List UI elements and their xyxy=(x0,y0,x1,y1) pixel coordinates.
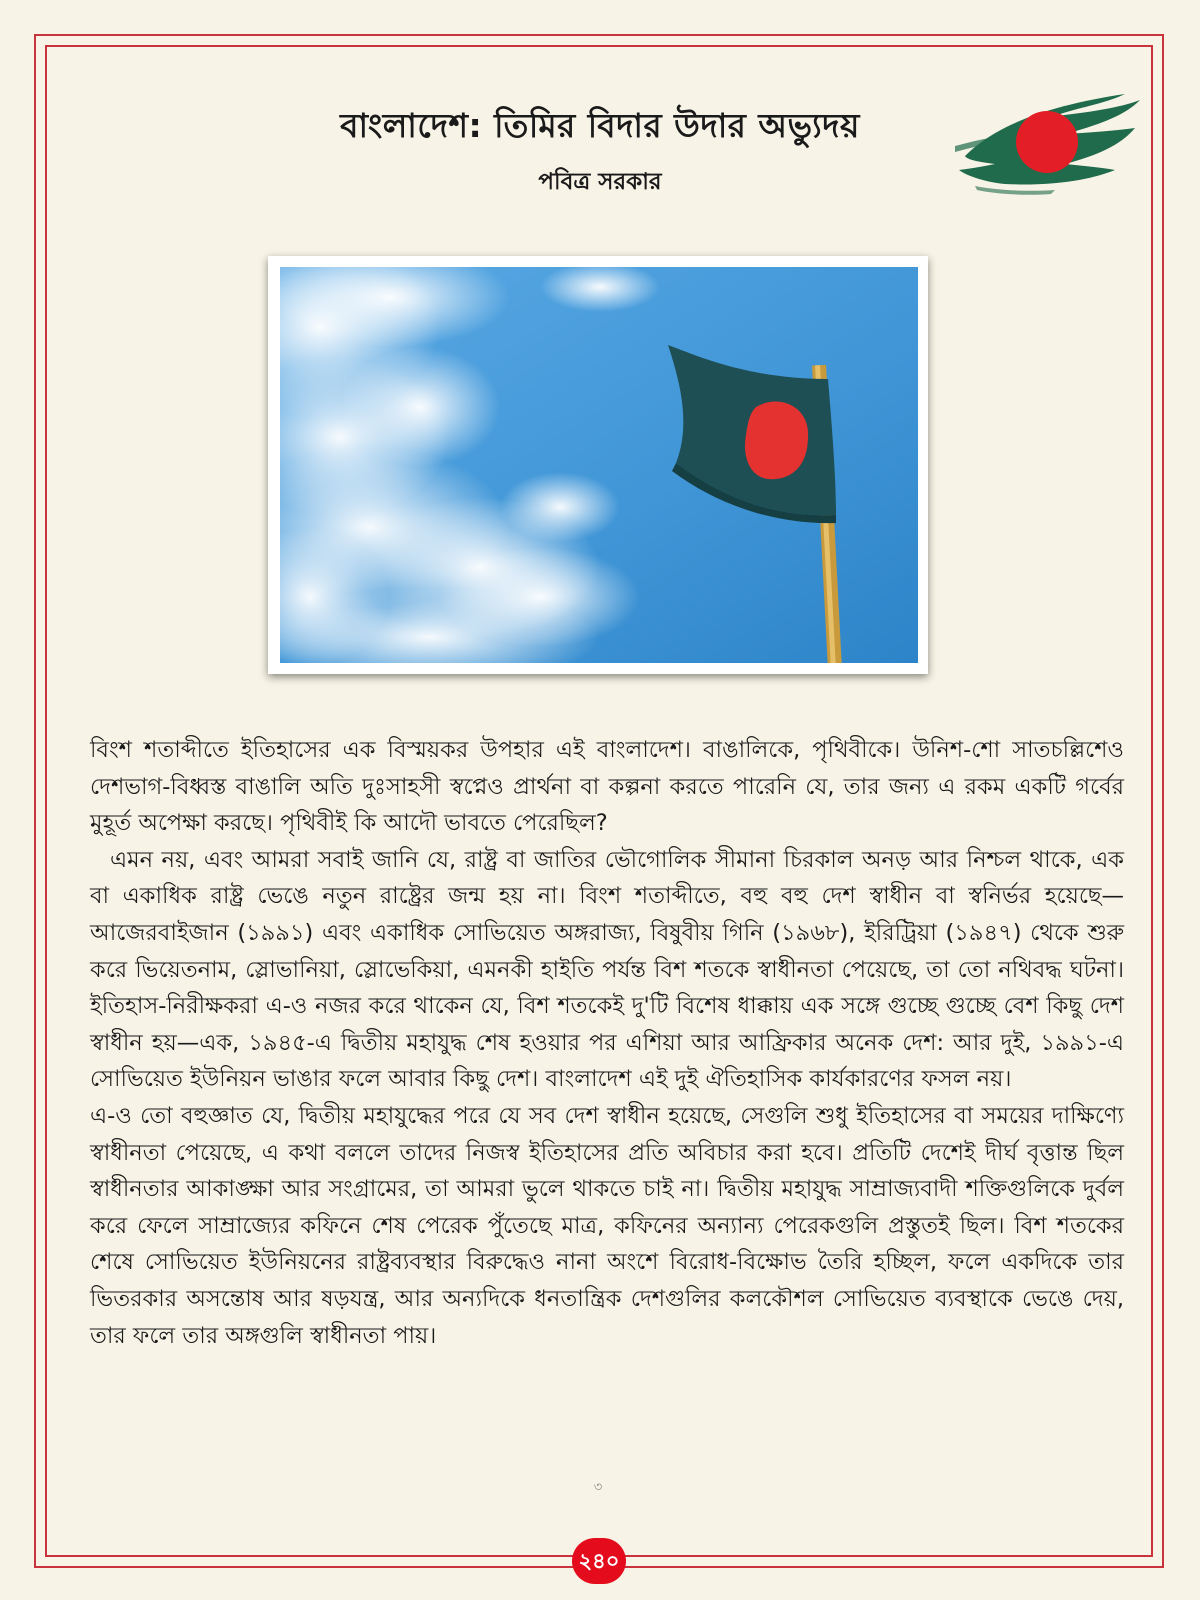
article-paragraph: বিংশ শতাব্দীতে ইতিহাসের এক বিস্ময়কর উপহার এই বাংলাদেশ। বাঙালিকে, পৃথিবীকে। উনিশ-শো সাতচল্লিশেও দেশভাগ-বিধ্বস্ত বাঙালি অতি দুঃসাহসী স্বপ্নেও প্রার্থনা বা কল্পনা করতে পারেনি যে, তার জন্য এ রকম একটি গর্বের মুহূর্ত অপেক্ষা করছে। পৃথিবীই কি আদৌ ভাবতে পেরেছিল? xyxy=(90,737,1124,837)
article-paragraph: এমন নয়, এবং আমরা সবাই জানি যে, রাষ্ট্র বা জাতির ভৌগোলিক সীমানা চিরকাল অনড় আর নিশ্চল থাকে, এক বা একাধিক রাষ্ট্র ভেঙে নতুন রাষ্ট্রের জন্ম হয় না। বিংশ শতাব্দীতে, বহু বহু দেশ স্বাধীন বা স্বনির্ভর হয়েছে—আজেরবাইজান (১৯৯১) এবং একাধিক সোভিয়েত অঙ্গরাজ্য, বিষুবীয় গিনি (১৯৬৮), ইরিট্রিয়া (১৯৪৭) থেকে শুরু করে ভিয়েতনাম, স্লোভানিয়া, স্লোভেকিয়া, এমনকী হাইতি পর্যন্ত বিশ শতকে স্বাধীনতা পেয়েছে, তা তো নথিবদ্ধ ঘটনা। ইতিহাস-নিরীক্ষকরা এ-ও নজর করে থাকেন যে, বিশ শতকেই দু'টি বিশেষ ধাক্কায় এক সঙ্গে গুচ্ছে গুচ্ছে বেশ কিছু দেশ স্বাধীন হয়—এক, ১৯৪৫-এ দ্বিতীয় মহাযুদ্ধ শেষ হওয়ার পর এশিয়া আর আফ্রিকার অনেক দেশ: আর দুই, ১৯৯১-এ সোভিয়েত ইউনিয়ন ভাঙার ফলে আবার কিছু দেশ। বাংলাদেশ এই দুই ঐতিহাসিক কার্যকারণের ফসল নয়। xyxy=(90,846,1124,1093)
article-body xyxy=(90,732,1124,1354)
flag-on-pole-photo xyxy=(280,267,918,663)
article-title: বাংলাদেশ: তিমির বিদার উদার অভ্যুদয় xyxy=(340,106,860,145)
page-number-badge: ২৪০ xyxy=(572,1538,626,1584)
article-author: পবিত্র সরকার xyxy=(538,169,662,195)
article-paragraph: এ-ও তো বহুজ্ঞাত যে, দ্বিতীয় মহাযুদ্ধের পরে যে সব দেশ স্বাধীন হয়েছে, সেগুলি শুধু ইতিহাসের বা সময়ের দাক্ষিণ্যে স্বাধীনতা পেয়েছে, এ কথা বললে তাদের নিজস্ব ইতিহাসের প্রতি অবিচার করা হবে। প্রতিটি দেশেই দীর্ঘ বৃত্তান্ত ছিল স্বাধীনতার আকাঙ্ক্ষা আর সংগ্রামের, তা আমরা ভুলে থাকতে চাই না। দ্বিতীয় মহাযুদ্ধ সাম্রাজ্যবাদী শক্তিগুলিকে দুর্বল করে ফেলে সাম্রাজ্যের কফিনে শেষ পেরেক পুঁতেছে মাত্র, কফিনের অন্যান্য পেরেকগুলি প্রস্তুতই ছিল। বিশ শতকের শেষে সোভিয়েত ইউনিয়নের রাষ্ট্রব্যবস্থার বিরুদ্ধেও নানা অংশে বিরোধ-বিক্ষোভ তৈরি হচ্ছিল, ফলে একদিকে তার ভিতরকার অসন্তোষ আর ষড়যন্ত্র, আর অন্যদিকে ধনতান্ত্রিক দেশগুলির কলকৌশল সোভিয়েত ব্যবস্থাকে ভেঙে দেয়, তার ফলে তার অঙ্গগুলি স্বাধীনতা পায়। xyxy=(90,1102,1124,1349)
bangladesh-flag-icon xyxy=(955,86,1145,196)
faint-page-mark: ৩ xyxy=(593,1480,603,1495)
